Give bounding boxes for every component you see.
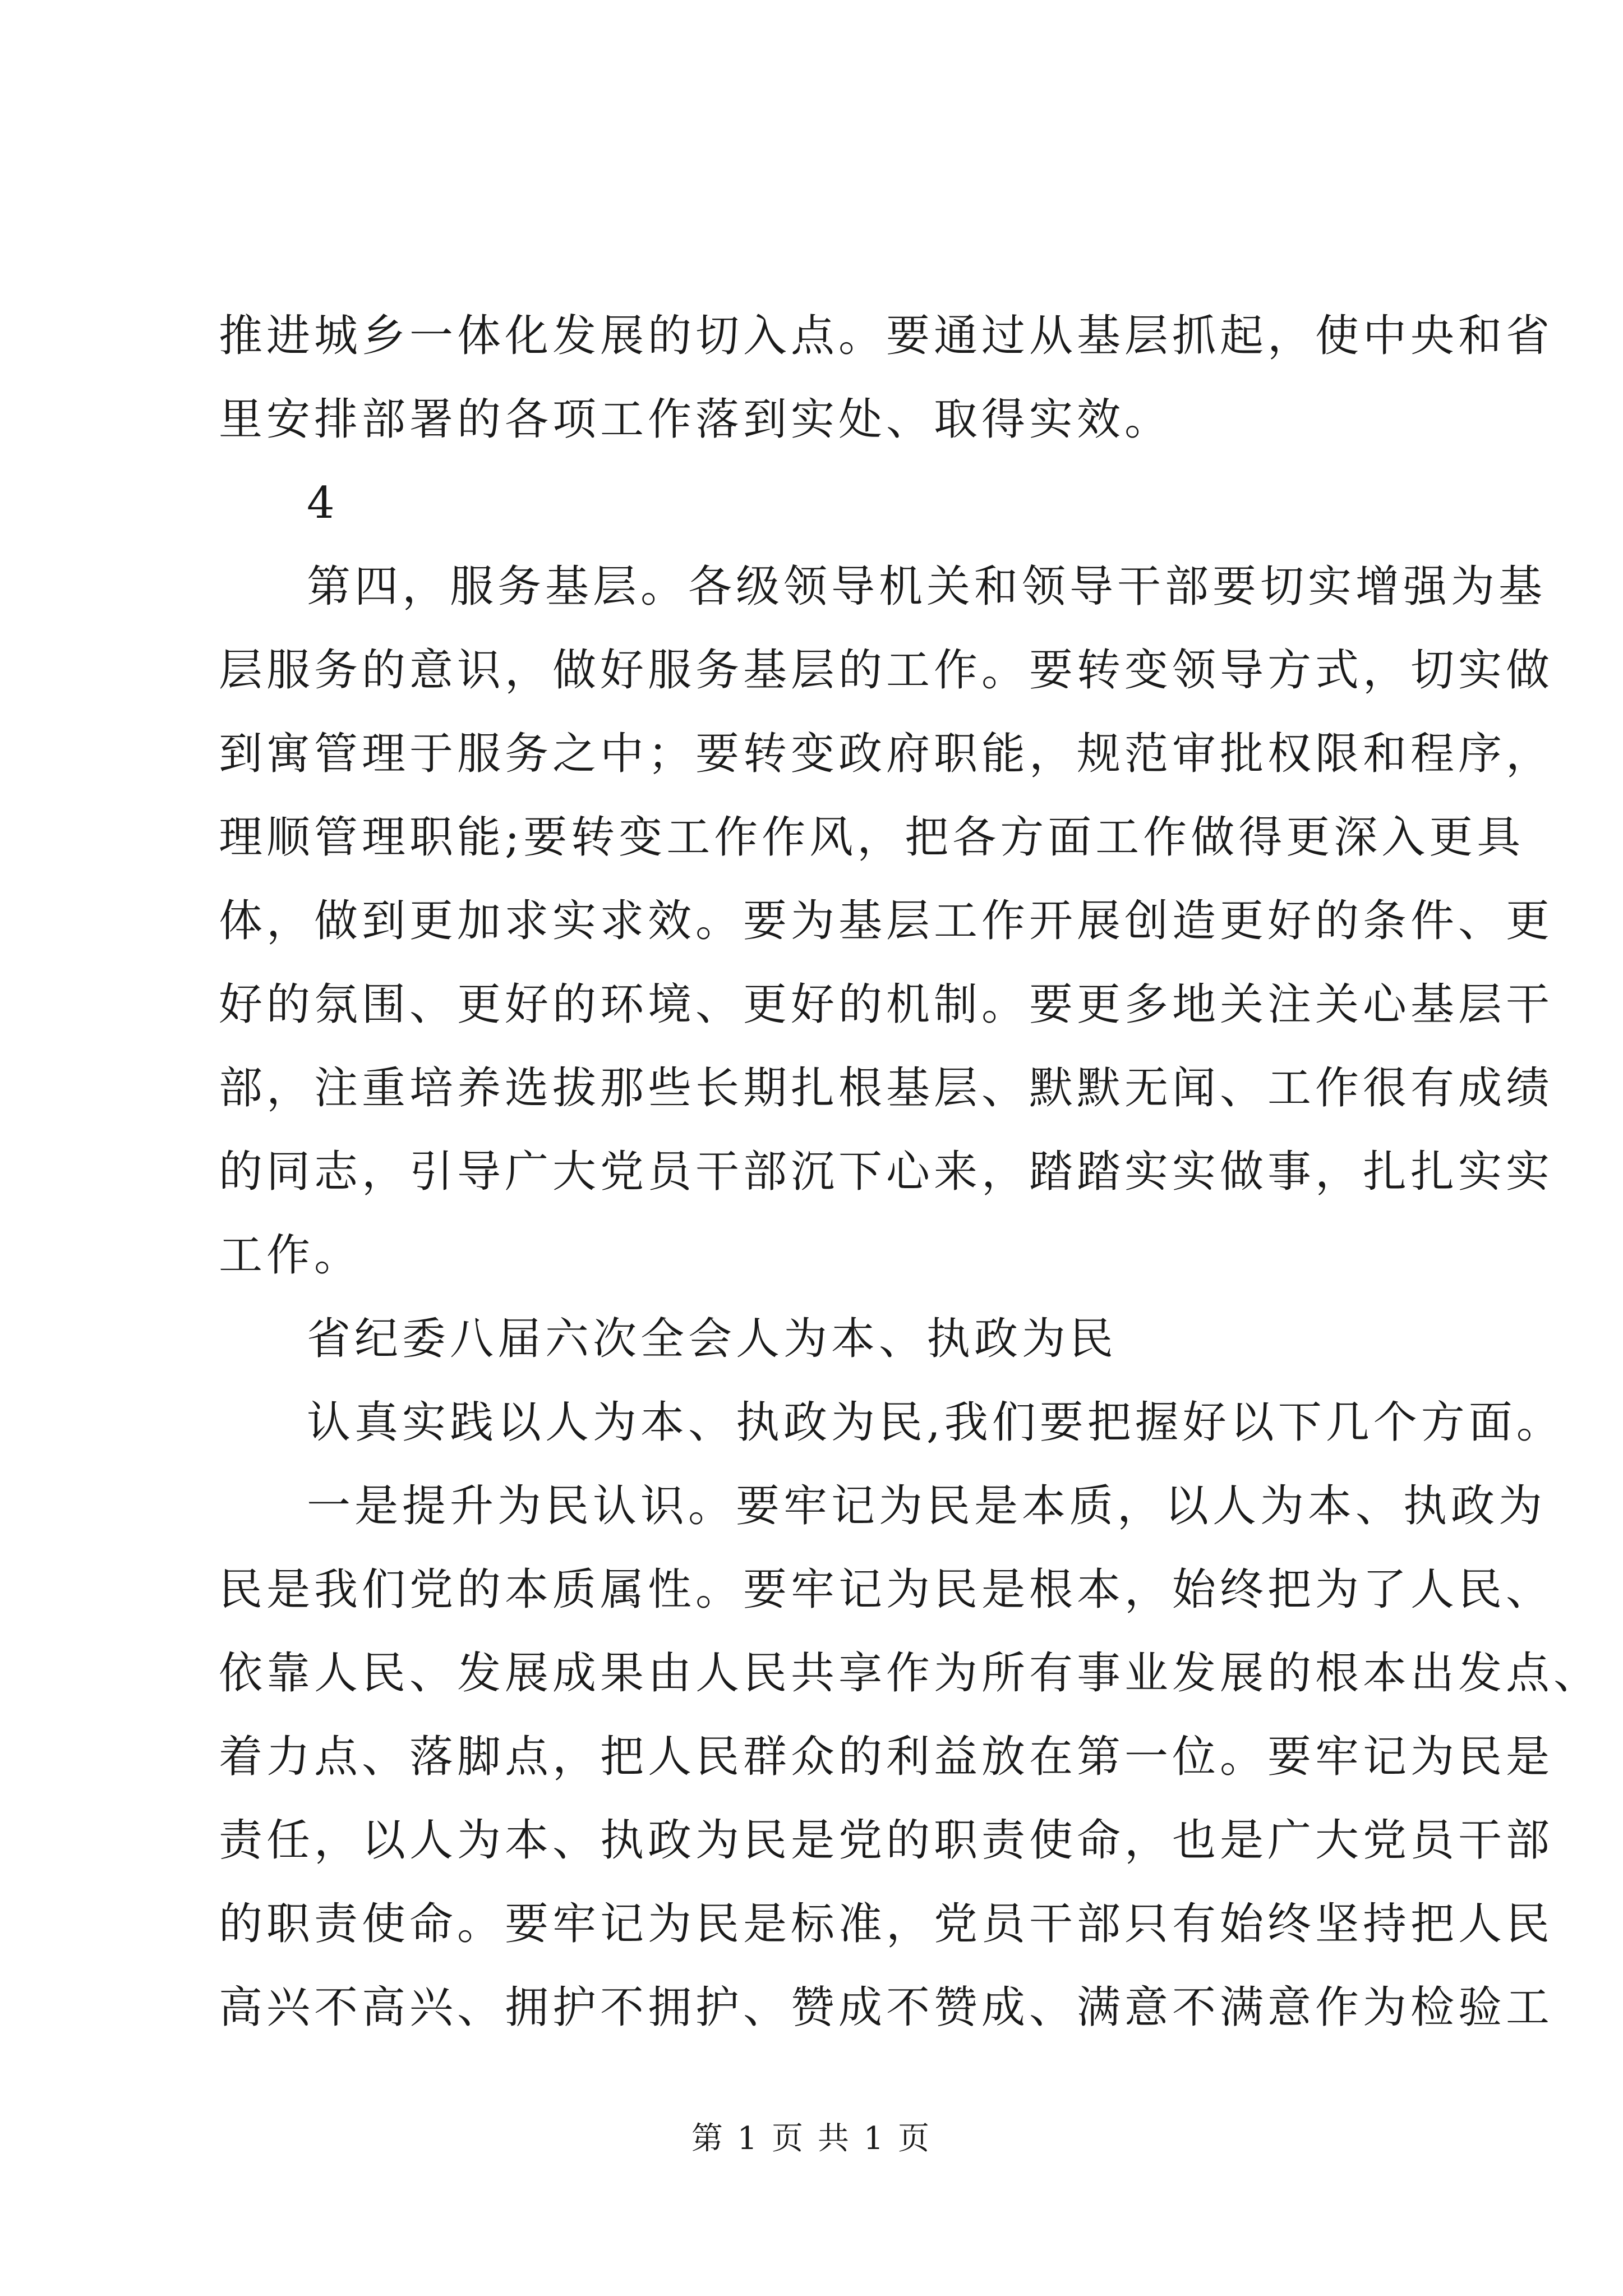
- text-line: 着力点、落脚点，把人民群众的利益放在第一位。要牢记为民是: [219, 1732, 1554, 1782]
- text-line: 里安排部署的各项工作落到实处、取得实效。: [219, 394, 1173, 445]
- text-line: 理顺管理职能;要转变工作作风，把各方面工作做得更深入更具: [219, 812, 1525, 863]
- text-line: 层服务的意识，做好服务基层的工作。要转变领导方式，切实做: [219, 645, 1554, 696]
- text-line: 好的氛围、更好的环境、更好的机制。要更多地关注关心基层干: [219, 979, 1554, 1030]
- text-line: 一是提升为民认识。要牢记为民是本质，以人为本、执政为: [307, 1481, 1547, 1531]
- section-heading: 省纪委八届六次全会人为本、执政为民: [307, 1314, 1118, 1364]
- page-footer: [0, 2119, 1623, 2159]
- text-line: 责任，以人为本、执政为民是党的职责使命，也是广大党员干部: [219, 1815, 1554, 1866]
- text-line: 第四，服务基层。各级领导机关和领导干部要切实增强为基: [307, 562, 1547, 612]
- text-line: 体，做到更加求实求效。要为基层工作开展创造更好的条件、更: [219, 896, 1554, 946]
- text-line: 依靠人民、发展成果由人民共享作为所有事业发展的根本出发点、: [219, 1648, 1602, 1699]
- document-body: [219, 295, 1602, 2050]
- text-line: 4: [307, 478, 339, 528]
- text-line: 的同志，引导广大党员干部沉下心来，踏踏实实做事，扎扎实实: [219, 1147, 1554, 1197]
- text-line: 认真实践以人为本、执政为民,我们要把握好以下几个方面。: [307, 1397, 1564, 1448]
- page-number: 第 1 页 共 1 页: [691, 2120, 932, 2157]
- text-line: 高兴不高兴、拥护不拥护、赞成不赞成、满意不满意作为检验工: [219, 1982, 1554, 2033]
- text-line: 的职责使命。要牢记为民是标准，党员干部只有始终坚持把人民: [219, 1899, 1554, 1949]
- text-line: 推进城乡一体化发展的切入点。要通过从基层抓起，使中央和省: [219, 311, 1554, 361]
- text-line: 民是我们党的本质属性。要牢记为民是根本，始终把为了人民、: [219, 1565, 1554, 1615]
- text-line: 部，注重培养选拔那些长期扎根基层、默默无闻、工作很有成绩: [219, 1063, 1554, 1114]
- text-line: 工作。: [219, 1230, 362, 1281]
- text-line: 到寓管理于服务之中；要转变政府职能，规范审批权限和程序，: [219, 729, 1554, 779]
